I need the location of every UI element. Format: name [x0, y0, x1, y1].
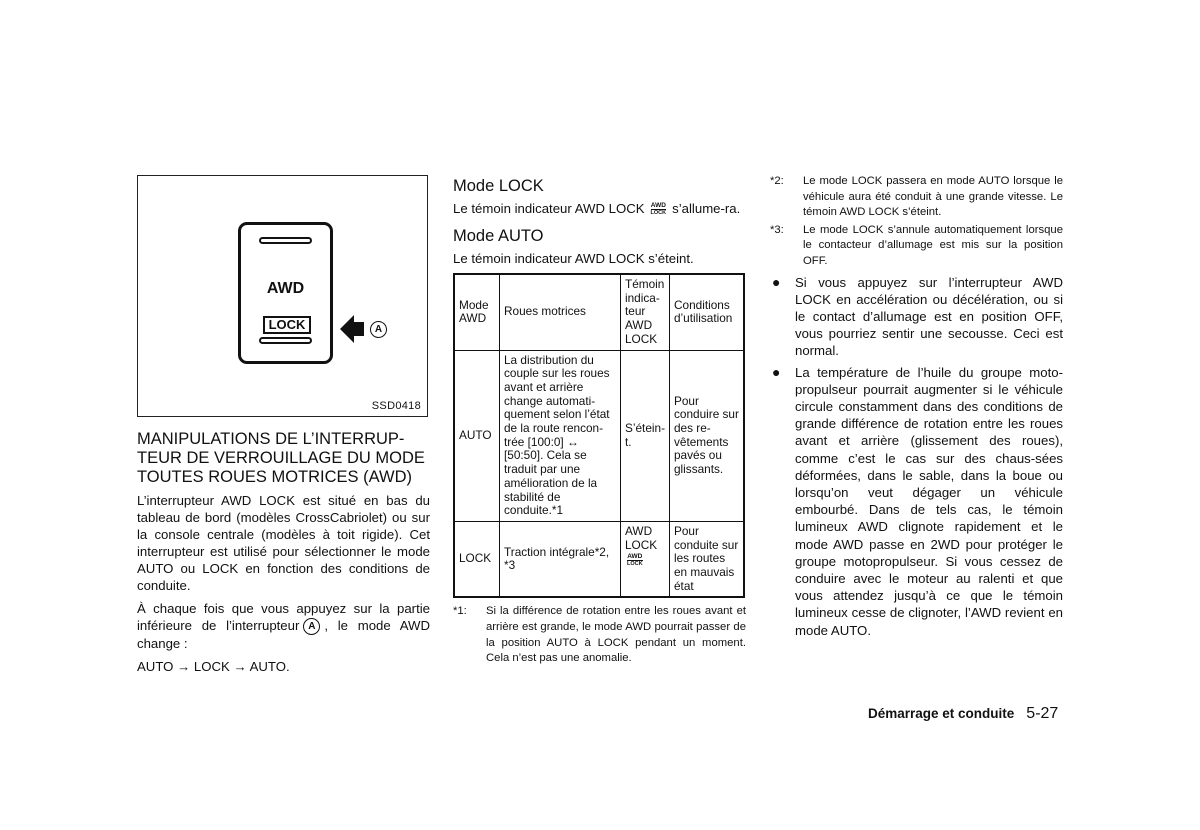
table-cell: Pour conduite sur les routes en mauvais état — [670, 521, 745, 597]
list-item — [770, 274, 1063, 360]
footnote-3 — [770, 223, 1063, 270]
table-row — [454, 350, 744, 521]
table-cell: S’étein-t. — [621, 350, 670, 521]
right-column — [770, 174, 1063, 643]
table-cell: Traction intégrale*2, *3 — [500, 521, 621, 597]
middle-column — [453, 175, 746, 667]
awd-switch-figure — [137, 175, 428, 417]
footnote-1 — [453, 604, 746, 666]
table-cell: LOCK — [454, 521, 500, 597]
page-number: 5-27 — [1026, 705, 1059, 722]
table-header-cell: Témoin indica-teur AWD LOCK — [621, 274, 670, 350]
callout-a-marker: A — [370, 321, 387, 338]
paragraph-2-text-before: À chaque fois que vous appuyez sur la partie inférieure de l’interrupteur — [137, 601, 430, 633]
table-row — [454, 521, 744, 597]
table-cell: AUTO — [454, 350, 500, 521]
awd-lock-icon-bottom: LOCK — [627, 561, 643, 568]
section-paragraph-1: L’interrupteur AWD LOCK est situé en bas du tableau de bord (modèles CrossCabriolet) ou sur la console centrale (modèles à toit rigide). Cet interrupteur est utilisé pour sélectionner le mode AUTO ou LOCK en fonction des conditions de conduite. — [137, 493, 430, 593]
table-header-cell: Conditions d’utilisation — [670, 274, 745, 350]
awd-lock-icon-top: AWD — [627, 553, 643, 561]
mode-auto-title: Mode AUTO — [453, 227, 544, 245]
mode-lock-text — [453, 200, 746, 217]
notes-bullet-list — [770, 274, 1063, 639]
switch-awd-label: AWD — [266, 280, 305, 297]
mode-lock-text-before: Le témoin indicateur AWD LOCK — [453, 201, 645, 216]
bullet-icon: ● — [772, 273, 781, 290]
figure-code: SSD0418 — [371, 400, 421, 412]
footnote-text: Si la différence de rotation entre les roues avant et arrière est grande, le mode AWD pourrait passer de la position AUTO à LOCK pendant un moment. Cela n’est pas une anomalie. — [486, 605, 746, 665]
footer-section-title: Démarrage et conduite — [868, 706, 1015, 721]
footnote-2 — [770, 174, 1063, 221]
bullet-icon: ● — [772, 363, 781, 380]
footnote-key: *3: — [770, 223, 784, 236]
footnote-text: Le mode LOCK s’annule automatiquement lorsque le contacteur d’allumage est mis sur la position OFF. — [803, 223, 1063, 267]
awd-mode-table — [453, 273, 745, 598]
awd-lock-switch-illustration — [238, 222, 333, 364]
section-paragraph-3: AUTO → LOCK → AUTO. — [137, 659, 290, 675]
table-indicator-text: AWD LOCK — [625, 523, 658, 552]
awd-lock-indicator-icon — [627, 554, 643, 567]
table-header-cell: Roues motrices — [500, 274, 621, 350]
switch-lock-label: LOCK — [263, 316, 311, 334]
switch-bottom-bar — [259, 337, 312, 344]
table-header-cell: Mode AWD — [454, 274, 500, 350]
section-paragraph-2 — [137, 600, 430, 652]
awd-lock-icon-bottom: LOCK — [650, 210, 667, 217]
bullet-text: Si vous appuyez sur l’interrupteur AWD LOCK en accélération ou décélération, ou si le contact d’allumage est en position OFF, vous pourriez sentir une secousse. Ceci est normal. — [795, 274, 1063, 359]
mode-lock-title: Mode LOCK — [453, 177, 544, 195]
mode-lock-text-after: s’allume-ra. — [672, 201, 741, 216]
left-column — [137, 175, 430, 681]
footnote-key: *1: — [453, 605, 467, 618]
table-cell: Pour conduire sur des re-vêtements pavés ou glissants. — [670, 350, 745, 521]
mode-auto-text: Le témoin indicateur AWD LOCK s’éteint. — [453, 251, 694, 266]
list-item — [770, 364, 1063, 639]
paragraph-2-text-after: , le mode AWD change : — [137, 618, 430, 652]
page-footer — [868, 705, 1058, 723]
section-title: MANIPULATIONS DE L’INTERRUP-TEUR DE VERROUILLAGE DU MODE TOUTES ROUES MOTRICES (AWD) — [137, 430, 425, 486]
footnote-key: *2: — [770, 175, 784, 187]
awd-lock-indicator-icon — [651, 203, 667, 216]
awd-lock-icon-top: AWD — [650, 202, 666, 210]
table-cell-indicator — [621, 521, 670, 597]
table-cell: La distribution du couple sur les roues avant et arrière change automati-quement selon l’état de la route rencon-trée [100:0] ↔ [50:50]. Cela se traduit par une amélioration de la stabilité de conduite.*1 — [500, 350, 621, 521]
inline-a-marker: A — [303, 618, 320, 635]
footnote-text: Le mode LOCK passera en mode AUTO lorsque le véhicule aura été conduit à une grande vitesse. Le témoin AWD LOCK s’éteint. — [803, 175, 1063, 219]
table-header-row — [454, 274, 744, 350]
bullet-text: La température de l’huile du groupe moto-propulseur pourrait augmenter si le véhicule circule constamment dans des conditions de grande différence de rotation entre les roues avant et arrière (glissement des roues), comme c’est le cas sur des chaus-sées déformées, dans le sable, dans la boue ou lorsqu’on veut dégager un véhicule embourbé. Dans de tels cas, le témoin lumineux AWD clignote rapidement et le mode AWD passe en 2WD pour protéger le groupe motopropulseur. Si vous cessez de conduire avec le moteur au ralenti et que vous attendez jusqu’à ce que le témoin lumineux cesse de clignoter, l’AWD revient en mode AUTO. — [795, 364, 1063, 638]
switch-top-bar — [259, 237, 312, 244]
